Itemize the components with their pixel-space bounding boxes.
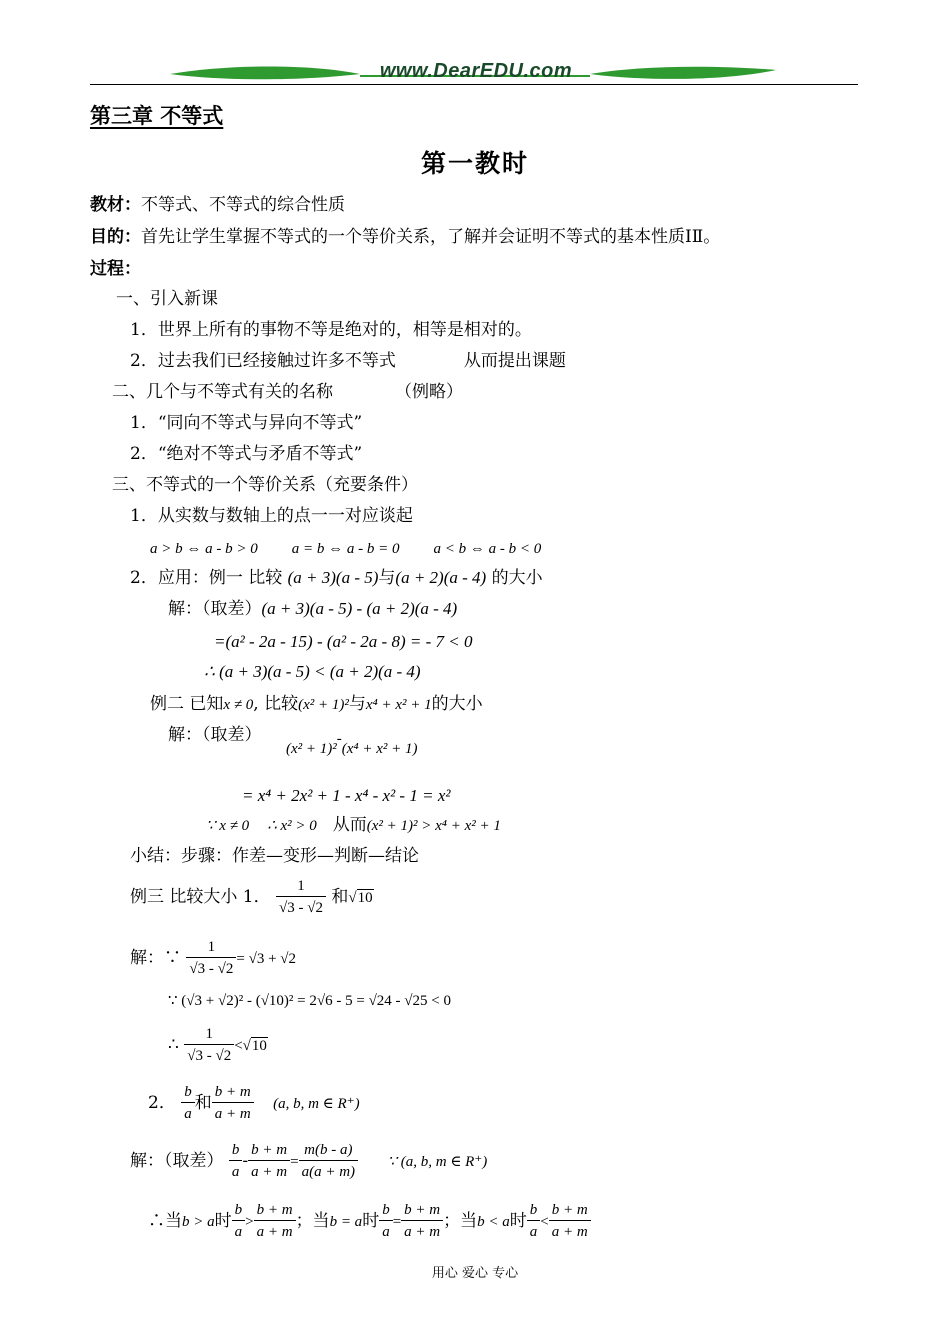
header-rule [90, 84, 858, 85]
example-1-tail: 的大小 [491, 568, 543, 588]
example-2-expr-b: x⁴ + x² + 1 [365, 697, 432, 713]
relation-less: a < b ⇔ a - b < 0 [433, 541, 542, 557]
example-1-expr-a: (a + 3)(a - 5) [287, 568, 379, 587]
example-1-statement [130, 567, 543, 589]
example-3-sol2-label: 解：（取差） [130, 1151, 224, 1171]
example-1-and: 与 [378, 568, 396, 588]
example-2-condition: x ≠ 0 [223, 697, 254, 713]
header-site-url: www.DearEDU.com [379, 60, 573, 82]
example-2-sol-expr-b: (x⁴ + x² + 1) [341, 741, 418, 757]
example-3-step-2: ∵ (√3 + √2)² - (√10)² = 2√6 - 5 = √24 - √25 < 0 [168, 993, 451, 1009]
example-2-step-2: = x⁴ + 2x² + 1 - x⁴ - x² - 1 = x² [242, 786, 451, 805]
summary: 小结：步骤：作差—变形—判断—结论 [130, 846, 419, 866]
example-3-conclusion: ∴当b > a时 $\frac{b}{a}$ > $\frac{b + m}{a + m}$ ；当b = a时 $\frac{b}{a}$ = $\frac{b + m}{a + m}$ ；当b < a时 $\frac{b}{a}$ < $\frac{b + m}{a + m}$ [148, 1200, 591, 1243]
example-3-item-2: 2． $\frac{b}{a}$ 和 $\frac{b + m}{a + m}$ (a, b, m ∈ R⁺) [148, 1084, 360, 1122]
example-3-intro: 例三 比较大小 1． [130, 887, 271, 907]
section-3-item-1: 1．从实数与数轴上的点一一对应谈起 [130, 506, 413, 526]
example-2-mid: , 比较 [253, 694, 299, 714]
page-footer: 用心 爱心 专心 [431, 1266, 519, 1281]
section-1-title: 一、引入新课 [116, 289, 218, 309]
example-1-sol-label: 解：（取差） [168, 599, 262, 619]
section-2-item-2: 2．“绝对不等式与矛盾不等式” [130, 444, 363, 464]
material-text: 不等式、不等式的综合性质 [141, 195, 345, 215]
example-2-sol-minus: - [336, 731, 342, 747]
process-label: 过程： [90, 259, 141, 279]
section-1-item-2-tail: 从而提出课题 [463, 351, 566, 371]
example-1-step-3: ∴ (a + 3)(a - 5) < (a + 2)(a - 4) [204, 662, 421, 681]
example-1-expr-b: (a + 2)(a - 4) [395, 568, 487, 587]
example-2-intro: 例二 已知 [150, 694, 224, 714]
example-1-step-2: =(a² - 2a - 15) - (a² - 2a - 8) = - 7 < 0 [214, 632, 473, 651]
example-3-statement: 例三 比较大小 1． $\frac{1}{√3 - √2}$ 和√10 [130, 876, 374, 919]
material-label: 教材： [90, 195, 141, 215]
goal-line [90, 226, 720, 248]
section-1-item-1: 1．世界上所有的事物不等是绝对的，相等是相对的。 [130, 320, 532, 340]
example-3-step-3-prefix: ∴ [168, 1035, 179, 1055]
section-2-title-text: 二、几个与不等式有关的名称 [112, 382, 333, 402]
example-1-solution [168, 598, 457, 620]
example-3-item-2-solution: 解：（取差） $\frac{b}{a}$ - $\frac{b + m}{a + m}$ = $\frac{m(b - a)}{a(a + m)}$ ∵ (a, b, m ∈ R⁺) [130, 1142, 488, 1180]
example-2-sol-expr-a: (x² + 1)² [286, 741, 337, 757]
section-1-item-2 [130, 350, 566, 372]
example-3-sqrt10: 10 [357, 890, 373, 906]
goal-label: 目的： [90, 227, 141, 247]
example-3-sol2-because: ∵ (a, b, m ∈ R⁺) [387, 1154, 488, 1170]
example-2-conclusion [206, 814, 501, 837]
example-2-conclude-label: 从而 [332, 815, 367, 835]
example-3-domain: (a, b, m ∈ R⁺) [273, 1096, 360, 1112]
example-2-conclude-expr: (x² + 1)² > x⁴ + x² + 1 [366, 818, 501, 834]
example-2-expr-a: (x² + 1)² [298, 697, 349, 713]
section-1-item-2-text: 2．过去我们已经接触过许多不等式 [130, 351, 396, 371]
section-2-item-1: 1．“同向不等式与异向不等式” [130, 413, 363, 433]
example-2-therefore: ∴ x² > 0 [267, 818, 317, 834]
equivalence-relations [150, 538, 541, 560]
goal-text: 首先让学生掌握不等式的一个等价关系，了解并会证明不等式的基本性质ⅠⅡ。 [141, 227, 721, 247]
example-3-step-1-rhs: = √3 + √2 [236, 951, 297, 967]
example-2-and: 与 [348, 694, 366, 714]
lesson-title: 第一教时 [420, 149, 529, 178]
example-3-step-3: ∴ $\frac{1}{√3 - √2}$ <√10 [168, 1026, 267, 1064]
example-3-and: 和 [331, 887, 349, 907]
example-2-because: ∵ x ≠ 0 [206, 818, 250, 834]
relation-greater: a > b ⇔ a - b > 0 [150, 541, 258, 557]
example-3-sol-label: 解：∵ [130, 948, 181, 968]
example-1-intro: 2．应用：例一 比较 [130, 568, 283, 588]
section-2-note: （例略） [395, 382, 463, 402]
chapter-title: 第三章 不等式 [90, 104, 224, 128]
example-3-step-1: 解：∵ $\frac{1}{√3 - √2}$ = √3 + √2 [130, 939, 297, 977]
example-2-sol-expr [286, 731, 418, 760]
material-line [90, 194, 345, 216]
relation-equal: a = b ⇔ a - b = 0 [291, 541, 400, 557]
example-2-tail: 的大小 [431, 694, 483, 714]
section-3-title: 三、不等式的一个等价关系（充要条件） [112, 475, 418, 495]
section-2-title [112, 381, 463, 403]
example-1-sol-expr: (a + 3)(a - 5) - (a + 2)(a - 4) [261, 599, 458, 618]
example-3-item-2-label: 2． [148, 1093, 176, 1113]
example-2-statement [150, 693, 483, 716]
example-3-fraction: $\frac{1}{√3 - √2}$ [276, 876, 326, 919]
example-2-sol-label: 解：（取差） [168, 725, 262, 745]
